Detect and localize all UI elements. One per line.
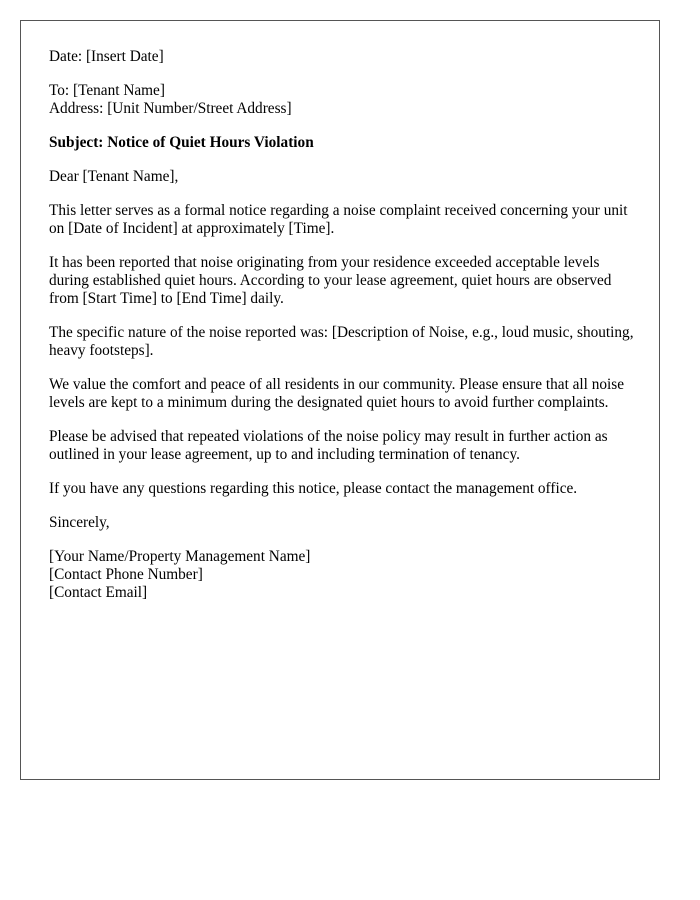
paragraph-noise-description: The specific nature of the noise reported was: [Description of Noise, e.g., loud music, shouting, heavy footsteps]. (49, 324, 634, 359)
date-line: Date: [Insert Date] (49, 48, 164, 65)
letter-page (20, 20, 660, 780)
signature-block (49, 548, 639, 602)
letter-body (49, 48, 639, 618)
signature-name: [Your Name/Property Management Name] (49, 548, 311, 565)
recipient-address: Address: [Unit Number/Street Address] (49, 100, 292, 117)
paragraph-community: We value the comfort and peace of all residents in our community. Please ensure that all noise levels are kept to a minimum during the designated quiet hours to avoid further complaints. (49, 376, 625, 411)
paragraph-report: It has been reported that noise originating from your residence exceeded acceptable levels during established quiet hours. According to your lease agreement, quiet hours are observed from [Start Time] to [End Time] daily. (49, 254, 612, 307)
salutation: Dear [Tenant Name], (49, 168, 179, 185)
paragraph-notice: This letter serves as a formal notice regarding a noise complaint received concerning your unit on [Date of Incident] at approximately [Time]. (49, 202, 628, 237)
paragraph-contact: If you have any questions regarding this notice, please contact the management office. (49, 480, 578, 497)
recipient-block (49, 82, 639, 118)
signature-phone: [Contact Phone Number] (49, 566, 203, 583)
recipient-name: To: [Tenant Name] (49, 82, 165, 99)
subject-line: Subject: Notice of Quiet Hours Violation (49, 134, 314, 151)
signature-email: [Contact Email] (49, 584, 148, 601)
closing: Sincerely, (49, 514, 110, 531)
paragraph-warning: Please be advised that repeated violations of the noise policy may result in further action as outlined in your lease agreement, up to and including termination of tenancy. (49, 428, 608, 463)
